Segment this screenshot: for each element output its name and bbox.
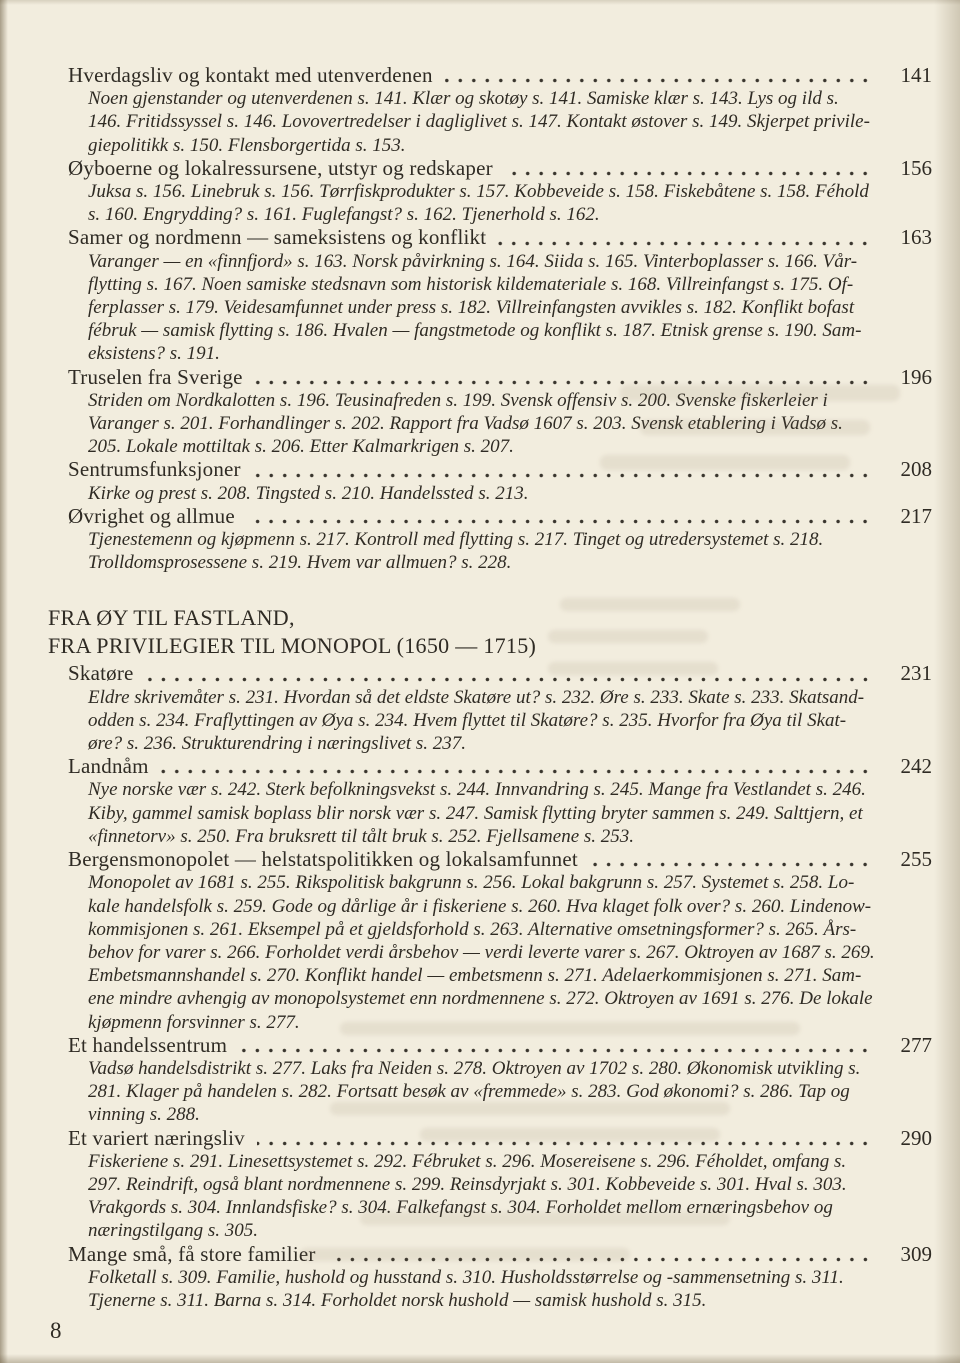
- toc-entry-heading: [68, 64, 932, 87]
- toc-entry-title: Hverdagsliv og kontakt med utenverdenen: [68, 63, 433, 87]
- toc-subtopic-line: Striden om Nordkalotten s. 196. Teusinafreden s. 199. Svensk offensiv s. 200. Svenske fiskerleier i: [88, 389, 828, 411]
- toc-subtopic-line: Monopolet av 1681 s. 255. Rikspolitisk bakgrunn s. 256. Lokal bakgrunn s. 257. Systemet s. 258. Lo-: [88, 872, 855, 894]
- dot-leader: [247, 519, 876, 524]
- toc-entry-page: 255: [900, 847, 932, 872]
- toc-entry-heading: [68, 458, 932, 481]
- toc-entry-page: 163: [900, 225, 932, 250]
- toc-entry-heading: [68, 1127, 932, 1150]
- toc-entry-heading: [68, 662, 932, 685]
- toc-entry-page: 141: [900, 63, 932, 87]
- toc-entry-title: Øvrighet og allmue: [68, 503, 235, 528]
- toc-entry-page: 242: [900, 754, 932, 779]
- toc-subtopic-line: flytting s. 167. Noen samiske stedsnavn som historisk kildemateriale s. 168. Villreinfangst s. 175. Of-: [88, 273, 854, 295]
- toc-subtopic-line: øre? s. 236. Strukturendring i næringslivet s. 237.: [88, 733, 467, 755]
- toc-subtopic-line: Trolldomsprosessene s. 219. Hvem var allmuen? s. 228.: [88, 552, 512, 574]
- dot-leader: [498, 241, 876, 246]
- toc-entry-title: Øyboerne og lokalressursene, utstyr og redskaper: [68, 155, 493, 180]
- toc-entry: [48, 157, 932, 227]
- toc-entry-subtopics: [88, 778, 932, 848]
- toc-entry-page: 277: [900, 1032, 932, 1057]
- page-edge-right: [934, 0, 960, 1363]
- toc-entry: [48, 366, 932, 459]
- toc-subtopic-line: kale handelsfolk s. 259. Gode og dårlige år i fiskeriene s. 260. Hva klaget folk over? s. 260. Lindenow-: [88, 895, 872, 917]
- dot-leader: [328, 1257, 876, 1262]
- toc-entry-title: Et variert næringsliv: [68, 1125, 245, 1150]
- toc-entry-subtopics: [88, 482, 932, 505]
- toc-entry-subtopics: [88, 1150, 932, 1243]
- toc-subtopic-line: 146. Fritidssyssel s. 146. Lovovertredelser i dagliglivet s. 147. Kontakt østover s. 149. Skjerpet privile-: [88, 111, 870, 133]
- toc-entry-heading: [68, 1243, 932, 1266]
- dot-leader: [255, 380, 876, 385]
- toc-entry-subtopics: [88, 528, 932, 574]
- toc-subtopic-line: Nye norske vær s. 242. Sterk befolkningsvekst s. 244. Innvandring s. 245. Mange fra Vestlandet s. 246.: [88, 779, 866, 801]
- toc-subtopic-line: odden s. 234. Fraflyttingen av Øya s. 234. Hvem flyttet til Skatøre? s. 235. Hvorfor fra Øya til Skat-: [88, 709, 847, 731]
- toc-entry-subtopics: [88, 389, 932, 459]
- toc-entry-heading: [68, 755, 932, 778]
- page-edge-left: [0, 0, 8, 1363]
- dot-leader: [253, 473, 876, 478]
- toc-subtopic-line: giepolitikk s. 150. Flensborgertida s. 153.: [88, 134, 406, 156]
- toc-entry-subtopics: [88, 686, 932, 756]
- dot-leader: [146, 677, 876, 682]
- toc-subtopic-line: Eldre skrivemåter s. 231. Hvordan så det eldste Skatøre ut? s. 232. Øre s. 233. Skate s. 233. Skatsand-: [88, 686, 865, 708]
- toc-entry-title: Skatøre: [68, 661, 134, 686]
- toc-entry: [48, 755, 932, 848]
- toc-entry-page: 290: [900, 1125, 932, 1150]
- toc-subtopic-line: fébruk — samisk flytting s. 186. Hvalen — fangstmetode og konflikt s. 187. Etnisk grense s. 190. Sam-: [88, 320, 862, 342]
- toc-subtopic-line: Folketall s. 309. Familie, hushold og husstand s. 310. Husholdsstørrelse og -sammensetning s. 311.: [88, 1266, 844, 1288]
- page-edge-bottom: [0, 1354, 960, 1363]
- toc-entry: [48, 226, 932, 365]
- toc-subtopic-line: 297. Reindrift, også blant nordmennene s. 299. Reinsdyrjakt s. 301. Kobbeveide s. 301. Hval s. 303.: [88, 1173, 847, 1195]
- toc-entry-page: 156: [900, 155, 932, 180]
- toc-entry-page: 196: [900, 364, 932, 389]
- toc-subtopic-line: vinning s. 288.: [88, 1104, 200, 1126]
- toc-subtopic-line: Noen gjenstander og utenverdenen s. 141. Klær og skotøy s. 141. Samiske klær s. 143. Lys og ild s.: [88, 88, 839, 110]
- dot-leader: [239, 1048, 876, 1053]
- part-heading-line: FRA ØY TIL FASTLAND,: [48, 605, 295, 631]
- toc-subtopic-line: Varanger s. 201. Forhandlinger s. 202. Rapport fra Vadsø 1607 s. 203. Svensk etablering i Vadsø s.: [88, 413, 843, 435]
- toc-entry-heading: [68, 366, 932, 389]
- toc-subtopic-line: 205. Lokale mottiltak s. 206. Etter Kalmarkrigen s. 207.: [88, 436, 514, 458]
- toc-subtopic-line: ene mindre avhengig av monopolsystemet enn nordmennene s. 272. Oktroyen av 1691 s. 276. De lokale: [88, 988, 873, 1010]
- toc-entry: [48, 1243, 932, 1313]
- table-of-contents: [48, 64, 932, 1312]
- toc-entry-subtopics: [88, 871, 932, 1033]
- toc-subtopic-line: Fiskeriene s. 291. Linesettsystemet s. 292. Fébruket s. 296. Mosereisene s. 296. Féholdet, omfang s.: [88, 1150, 847, 1172]
- toc-entry-title: Mange små, få store familier: [68, 1241, 316, 1266]
- toc-subtopic-line: 281. Klager på handelen s. 282. Fortsatt besøk av «fremmede» s. 283. God økonomi? s. 286. Tap og: [88, 1081, 850, 1103]
- toc-subtopic-line: Juksa s. 156. Linebruk s. 156. Tørrfiskprodukter s. 157. Kobbeveide s. 158. Fiskebåtene s. 158. Féhold: [88, 181, 869, 203]
- toc-subtopic-line: næringstilgang s. 305.: [88, 1220, 258, 1242]
- toc-subtopic-line: Vadsø handelsdistrikt s. 277. Laks fra Neiden s. 278. Oktroyen av 1702 s. 280. Økonomisk utvikling s.: [88, 1057, 861, 1079]
- part-heading-line: FRA PRIVILEGIER TIL MONOPOL (1650 — 1715): [48, 633, 537, 659]
- toc-entry-heading: [68, 226, 932, 249]
- toc-entry-title: Truselen fra Sverige: [68, 364, 243, 389]
- toc-subtopic-line: Embetsmannshandel s. 270. Konflikt handel — embetsmenn s. 271. Adelaerkommisjonen s. 271. Sam-: [88, 965, 862, 987]
- toc-entry-title: Bergensmonopolet — helstatspolitikken og lokalsamfunnet: [68, 847, 578, 872]
- toc-entry-page: 217: [900, 503, 932, 528]
- toc-entry: [48, 1034, 932, 1127]
- toc-subtopic-line: eksistens? s. 191.: [88, 343, 220, 365]
- toc-entry-title: Sentrumsfunksjoner: [68, 457, 241, 482]
- toc-entry: [48, 848, 932, 1034]
- toc-subtopic-line: Varanger — en «finnfjord» s. 163. Norsk påvirkning s. 164. Siida s. 165. Vinterboplasser s. 166. Vår-: [88, 250, 858, 272]
- dot-leader: [505, 171, 876, 176]
- dot-leader: [257, 1141, 876, 1146]
- toc-entry-heading: [68, 157, 932, 180]
- toc-entry-title: Et handelssentrum: [68, 1032, 228, 1057]
- part-heading: [48, 604, 932, 660]
- toc-entry: [48, 458, 932, 504]
- toc-entry-page: 231: [900, 661, 932, 686]
- toc-entry-subtopics: [88, 87, 932, 157]
- toc-entry-subtopics: [88, 180, 932, 226]
- toc-entry-page: 309: [900, 1241, 932, 1266]
- toc-entry-subtopics: [88, 1057, 932, 1127]
- toc-subtopic-line: kjøpmenn forsvinner s. 277.: [88, 1011, 300, 1033]
- dot-leader: [161, 769, 876, 774]
- toc-subtopic-line: Tjenestemenn og kjøpmenn s. 217. Kontroll med flytting s. 217. Tinget og utredersystemet s. 218.: [88, 529, 824, 551]
- toc-entry: [48, 662, 932, 755]
- toc-entry: [48, 64, 932, 157]
- toc-entry-heading: [68, 1034, 932, 1057]
- toc-entry-heading: [68, 848, 932, 871]
- toc-subtopic-line: s. 160. Engrydding? s. 161. Fuglefangst? s. 162. Tjenerhold s. 162.: [88, 204, 600, 226]
- toc-subtopic-line: Kirke og prest s. 208. Tingsted s. 210. Handelssted s. 213.: [88, 482, 529, 504]
- page-number: 8: [50, 1318, 62, 1343]
- toc-entry: [48, 505, 932, 575]
- toc-entry-page: 208: [900, 457, 932, 482]
- toc-subtopic-line: Tjenerne s. 311. Barna s. 314. Forholdet norsk hushold — samisk hushold s. 315.: [88, 1289, 707, 1311]
- toc-subtopic-line: ferplasser s. 179. Veidesamfunnet under press s. 182. Villreinfangsten avvikles s. 182. Konflikt bofast: [88, 297, 855, 319]
- toc-entry-heading: [68, 505, 932, 528]
- toc-entry-subtopics: [88, 250, 932, 366]
- toc-subtopic-line: Kiby, gammel samisk boplass blir norsk vær s. 247. Samisk flytting bryter sammen s. 249. Salttjern, et: [88, 802, 863, 824]
- toc-entry-title: Landnåm: [68, 754, 149, 779]
- toc-entry-title: Samer og nordmenn — sameksistens og konflikt: [68, 225, 487, 250]
- toc-entry-subtopics: [88, 1266, 932, 1312]
- toc-subtopic-line: Vrakgords s. 304. Innlandsfiske? s. 304. Falkefangst s. 304. Forholdet mellom ernæringsbehov og: [88, 1197, 833, 1219]
- toc-subtopic-line: «finnetorv» s. 250. Fra bruksrett til tålt bruk s. 252. Fjellsamene s. 253.: [88, 825, 635, 847]
- toc-subtopic-line: kommisjonen s. 261. Eksempel på et gjeldsforhold s. 263. Alternative omsetningsformer? s. 265. Års-: [88, 918, 857, 940]
- toc-subtopic-line: behov for varer s. 266. Forholdet verdi årsbehov — verdi leverte varer s. 267. Oktroyen av 1687 s. 269.: [88, 941, 875, 963]
- page-edge-top: [0, 0, 960, 5]
- dot-leader: [445, 78, 876, 83]
- toc-entry: [48, 1127, 932, 1243]
- dot-leader: [590, 862, 876, 867]
